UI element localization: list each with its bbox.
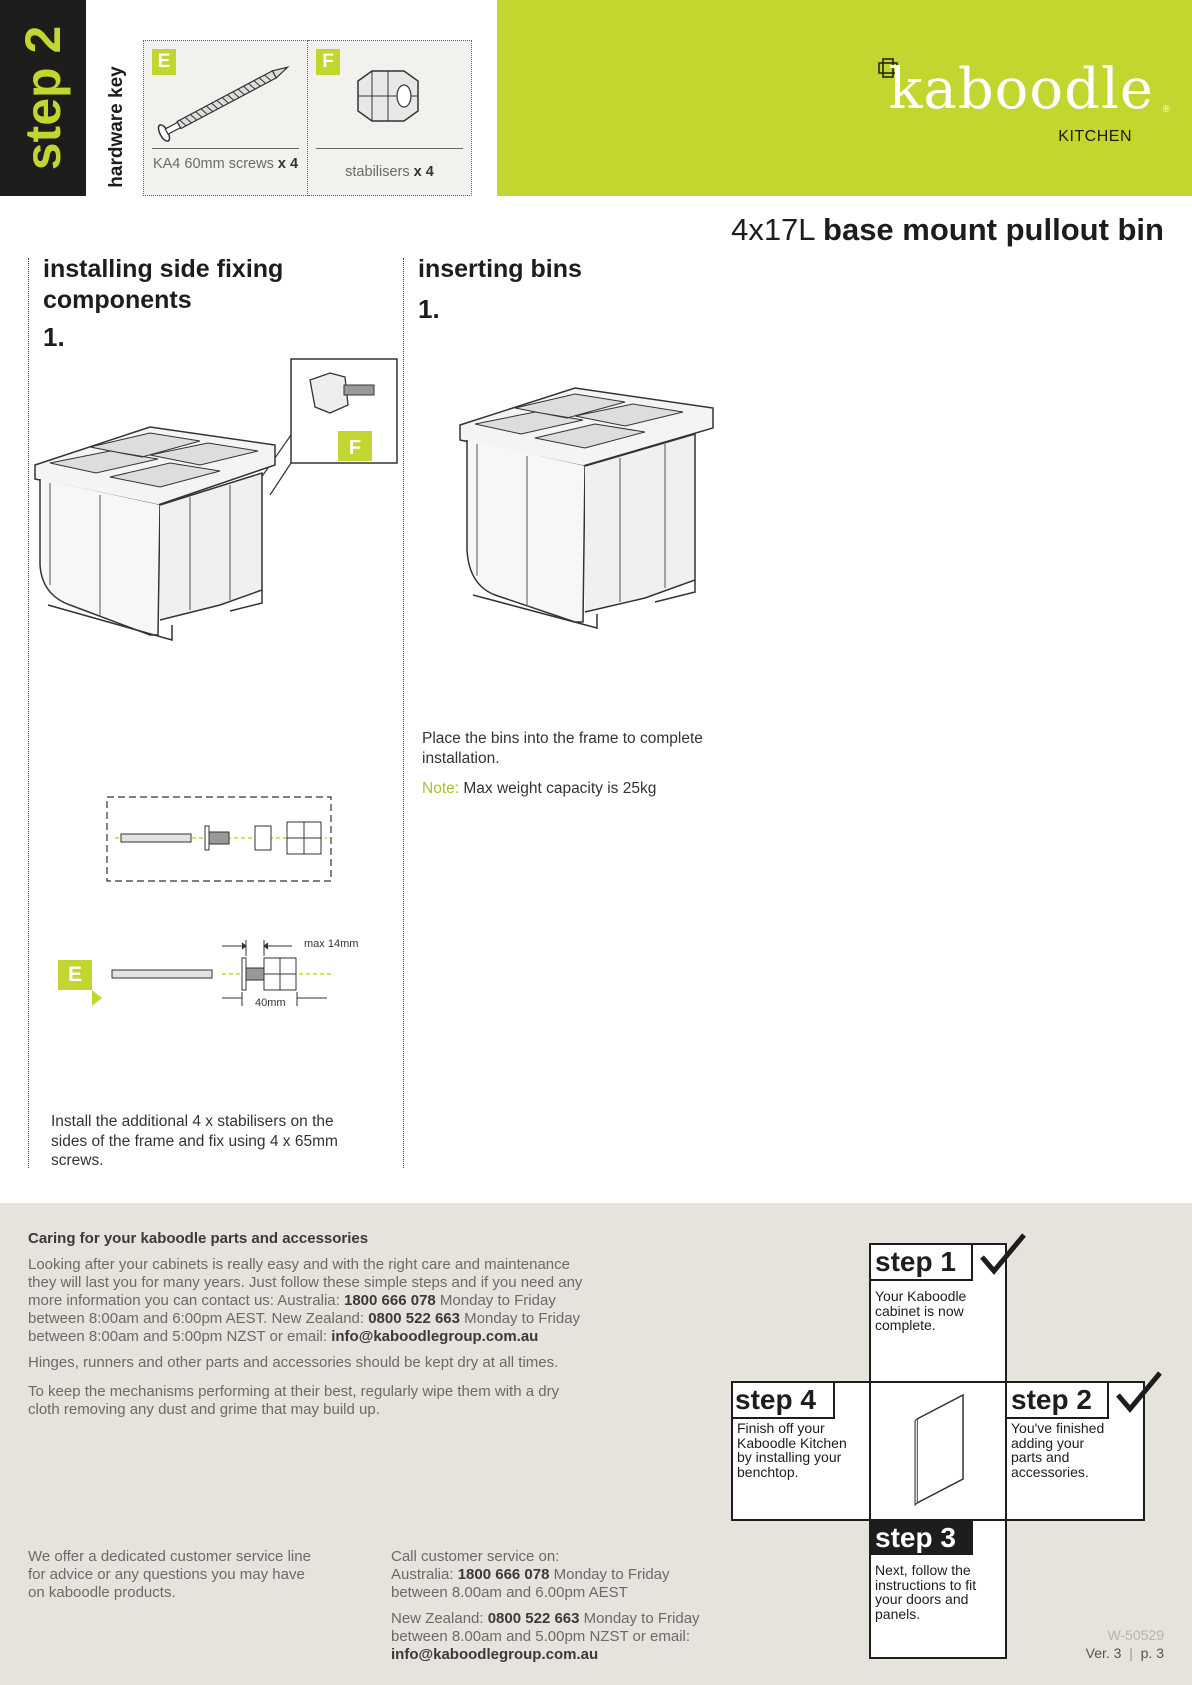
note: Note: Max weight capacity is 25kg	[422, 780, 657, 797]
brand-registered: ®	[1162, 104, 1170, 115]
bin-insert-illustration	[455, 380, 735, 650]
brand-subtitle: KITCHEN	[1058, 128, 1132, 145]
exploded-fixing-diagram	[105, 795, 335, 885]
doc-code: W-50529	[1107, 1627, 1164, 1643]
dim-max-label: max 14mm	[304, 938, 359, 950]
hardware-letter-e: E	[152, 49, 176, 75]
step-number: 1.	[418, 294, 440, 324]
step2-label: step 2	[1007, 1383, 1109, 1419]
right-instruction: Place the bins into the frame to complete installation.	[422, 730, 703, 767]
hardware-caption-e: KA4 60mm screws x 4	[152, 156, 299, 172]
footer-heading: Caring for your kaboodle parts and accessories	[28, 1230, 369, 1247]
dry-paragraph: Hinges, runners and other parts and accessories should be kept dry at all times.	[28, 1354, 559, 1371]
brand-logo: kaboodle	[888, 57, 1154, 122]
step1-label: step 1	[871, 1245, 973, 1281]
version-page: Ver. 3 | p. 3	[1085, 1645, 1164, 1661]
step3-label: step 3	[871, 1521, 973, 1555]
divider	[316, 148, 463, 149]
step3-box	[869, 1519, 1007, 1659]
callout-letter: F	[348, 437, 362, 459]
center-panel-box	[869, 1381, 1007, 1521]
call-paragraph: Call customer service on: Australia: 1800 666 078 Monday to Friday between 8.00am and 6.00pm AEST New Zealand: 0800 522 663 Monday to Friday between 8.00am and 5.00pm NZST or email: info@kaboodlegroup.com.au	[391, 1548, 700, 1663]
brand-bar	[497, 0, 1192, 196]
dim-40-label: 40mm	[255, 997, 286, 1009]
hardware-item-f	[308, 40, 472, 196]
step4-box	[731, 1381, 871, 1521]
email-link[interactable]: info@kaboodlegroup.com.au	[391, 1646, 599, 1663]
step3-desc: Next, follow the instructions to fit your doors and panels.	[875, 1562, 977, 1622]
divider	[152, 148, 299, 149]
email-link[interactable]: info@kaboodlegroup.com.au	[331, 1328, 539, 1345]
hardware-caption-f: stabilisers x 4	[345, 164, 434, 180]
checkmark-icon	[1114, 1371, 1164, 1415]
section-title: installing side fixing components	[43, 255, 284, 314]
dimension-diagram	[92, 930, 372, 1020]
column-rule	[403, 258, 404, 1168]
diagram-letter-badge: E	[58, 960, 92, 990]
care-paragraph: Looking after your cabinets is really easy and with the right care and maintenance they will last you for many years. Just follow these simple steps and if you need any more information you can contact us: Australia: 1800 666 078 Monday to Friday between 8:00am and 6:00pm AEST. New Zealand: 0800 522 663 Monday to Friday between 8:00am and 5:00pm NZST or email: info@kaboodlegroup.com.au	[28, 1256, 583, 1345]
step4-desc: Finish off your Kaboodle Kitchen by installing your benchtop.	[737, 1420, 847, 1480]
hardware-letter-f: F	[316, 49, 340, 75]
product-title: 4x17L base mount pullout bin	[731, 212, 1164, 247]
section-title: inserting bins	[418, 255, 582, 283]
hardware-item-e	[143, 40, 308, 196]
hardware-key-label: hardware key	[106, 66, 127, 188]
left-instruction: Install the additional 4 x stabilisers on the sides of the frame and fix using 4 x 65mm screws.	[51, 1113, 338, 1169]
step4-label: step 4	[733, 1383, 835, 1419]
column-rule	[28, 258, 29, 1168]
step1-desc: Your Kaboodle cabinet is now complete.	[875, 1288, 967, 1333]
wipe-paragraph: To keep the mechanisms performing at their best, regularly wipe them with a dry cloth removing any dust and grime that may build up.	[28, 1383, 560, 1418]
step-tab	[0, 0, 86, 196]
bin-frame-illustration	[30, 355, 400, 695]
checkmark-icon	[978, 1233, 1028, 1277]
step-number: 1.	[43, 322, 65, 352]
step2-desc: You've finished adding your parts and accessories.	[1011, 1420, 1105, 1480]
footer	[0, 1203, 1192, 1685]
step-tab-label: step 2	[15, 25, 71, 171]
service-paragraph: We offer a dedicated customer service line for advice or any questions you may have on kaboodle products.	[28, 1548, 311, 1601]
door-panel-icon	[871, 1383, 1005, 1519]
